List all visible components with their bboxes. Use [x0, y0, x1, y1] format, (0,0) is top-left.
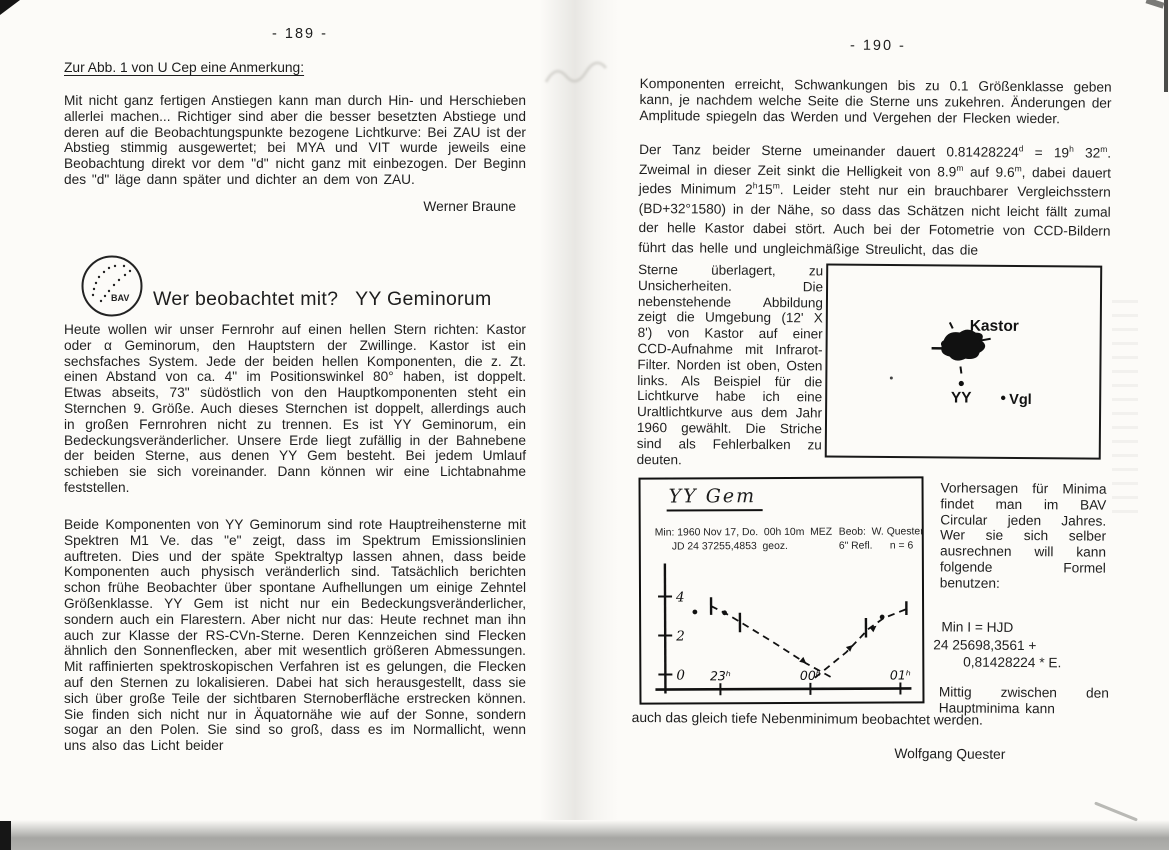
lightcurve-figure: [639, 476, 925, 704]
book-gutter-shadow: [540, 0, 618, 850]
yy-gem-star-dot: [959, 381, 964, 386]
right-paragraph-1: Komponenten erreicht, Schwankungen bis zu 0.1 Größenklasse geben kann, je nachdem welche Seite die Sterne uns zukehren. Änderungen der Amplitude spiegeln das Werden und Vergehen der Flecken wieder.: [639, 75, 1112, 126]
bav-logo-text: BAV: [111, 293, 130, 303]
closing-full-line: auch das gleich tiefe Nebenminimum beobachtet werden.: [631, 709, 983, 728]
formula-line-3: 0,81428224 * E.: [963, 654, 1062, 671]
note-heading: Zur Abb. 1 von U Cep eine Anmerkung:: [64, 60, 305, 75]
page-number-189: - 189 -: [272, 26, 328, 42]
julian-date-label: JD 24 37255,4853 geoz.: [671, 540, 788, 553]
ccd-field-svg: [827, 265, 1100, 457]
scan-shadow-bottom: [0, 820, 1169, 850]
yy-label: YY: [950, 389, 972, 407]
margin-bleed-smudge: [1112, 300, 1138, 520]
scan-edge-top-right: [1164, 0, 1168, 92]
lightcurve-title: YY Gem: [667, 485, 763, 511]
page-number-190: - 190 -: [849, 37, 906, 55]
svg-text:0: 0: [676, 667, 685, 684]
article-paragraph-2: Beide Komponenten von YY Geminorum sind rote Hauptreihensterne mit Spektren M1 Ve. das "e" zeigt, dass im Spektrum Emissionslinien auftreten. Dies und der späte Spektraltyp lassen ahnen, dass beide Komponenten auch physisch veränderlich sind. Tatsächlich berichten schon frühe Beobachter über spontane Aufhellungen um einige Zehntel Größenklasse. YY Gem ist nicht nur ein Bedeckungsveränderlicher, sondern auch ein Flarestern. Aber nicht nur das: Heute rechnet man ihn auch zur Klasse der RS-CVn-Sterne. Deren Kennzeichen sind Flecken ähnlich den Sonnenflecken, aber mit wesentlich größeren Abmessungen. Mit raffinierten spektroskopischen Verfahren ist es gelungen, die Flecken auf den Sternen zu lokalisieren. Dabei hat sich herausgestellt, dass sie sich über große Teile der sichtbaren Sternoberfläche erstrecken können. Sie finden sich nicht nur in Äquatornähe wie auf der Sonne, sondern sogar an den Polen. Sie sind so groß, dass es im Normallicht, wenn uns also das Licht beider: [64, 517, 526, 754]
svg-text:4: 4: [675, 589, 685, 606]
lightcurve-plot: [645, 556, 918, 697]
note-paragraph: Mit nicht ganz fertigen Anstiegen kann man durch Hin- und Herschieben allerlei machen... Richtiger sind aber die besser besetzten Abstiege und deren auf die Beobachtungspunkte bezogene Lichtkurve: Bei ZAU ist der Abstieg stimmig ausgewertet; bei MYA und VIT wurde jeweils eine Beobachtung direkt vor dem "d" nicht ganz mit einbezogen. Der Beginn des "d" läge dann später und dichter an dem von ZAU.: [64, 93, 526, 187]
scan-corner-bottom-left: [0, 821, 11, 850]
observer-label: Beob: W. Quester: [838, 526, 924, 538]
comparison-star-dot: [1001, 396, 1005, 400]
minimum-time-label: Min: 1960 Nov 17, Do. 00h 10m MEZ: [654, 526, 833, 539]
article-paragraph-1: Heute wollen wir unser Fernrohr auf einen hellen Stern richten: Kastor oder α Geminorum, den Hauptstern der Zwillinge. Kastor ist ein sechsfaches System. Jede der beiden hellen Komponenten, die z. Zt. einen Abstand von ca. 4" im Positionswinkel 80° haben, ist doppelt. Etwas abseits, 73" südöstlich von den Hauptkomponenten steht ein Sternchen 9. Größe. Auch dieses Sternchen ist doppelt, allerdings auch in großen Fernrohren nicht zu trennen. Es ist YY Geminorum, ein Bedeckungsveränderlicher. Unsere Erde liegt zufällig in der Bahnebene der beiden Sterne, aus denen YY Gem besteht. Bei jedem Umlauf schieben sie sich voreinander. Dann können wir eine Lichtabnahme feststellen.: [64, 322, 526, 495]
telescope-label: 6" Refl. n = 6: [838, 540, 914, 552]
article-signature: Wolfgang Quester: [894, 746, 1006, 762]
scan-corner-top-left: [0, 0, 20, 15]
svg-text:01ʰ: 01ʰ: [889, 667, 911, 683]
svg-text:2: 2: [676, 628, 685, 645]
vgl-label: Vgl: [1009, 391, 1032, 409]
ink-bleed-smudge: [542, 58, 612, 92]
note-signature: Werner Braune: [423, 199, 516, 214]
lightcurve-meta-left: [655, 526, 832, 555]
article-title: Wer beobachtet mit? YY Geminorum: [153, 288, 492, 310]
closing-column-text: Mittig zwischen den Hauptminima kann: [938, 684, 1109, 717]
ephemeris-formula: [933, 618, 1062, 672]
right-paragraph-3-narrow: Sterne überlagert, zu Unsicherheiten. Die nebenstehende Abbildung zeigt die Umgebung (12' X 8') von Kastor auf einer CCD-Aufnahme mit Infrarot-Filter. Norden ist oben, Osten links. Als Beispiel für die Lichtkurve habe ich eine Uraltlichtkurve aus dem Jahr 1960 gewählt. Die Striche sind als Fehlerbalken zu deuten.: [636, 261, 824, 467]
svg-text:23ʰ: 23ʰ: [709, 668, 731, 684]
field-star-dot: [890, 376, 893, 379]
predictions-paragraph: Vorhersagen für Minima findet man im BAV Circular jeden Jahres. Wer sie sich selber ausrechnen will kann folgende Formel benutzen:: [939, 480, 1107, 591]
kastor-label: Kastor: [969, 317, 1019, 335]
formula-line-1: Min I = HJD: [941, 619, 1014, 635]
ccd-field-figure: [825, 263, 1103, 459]
svg-text:00ʰ: 00ʰ: [799, 667, 821, 683]
formula-line-2: 24 25698,3561 +: [933, 636, 1037, 653]
lightcurve-meta-right: [839, 525, 924, 553]
right-paragraph-2: Der Tanz beider Sterne umeinander dauert $0.81428224^d = 19^h$ 32$^m$. Zweimal in dieser Zeit sinkt die Helligkeit von 8.9$^m$ auf 9.6$^m$, dabei dauert jedes Minimum 2$^h$15$^m$. Leider steht nur ein brauchbarer Vergleichsstern (BD+32°1580) in der Nähe, so dass das Schätzen nicht leicht fällt zumal der helle Kastor dabei stört. Auch bei der Fotometrie von CCD-Bildern führt das helle und ungleichmäßige Streulicht, das die: [638, 141, 1112, 258]
